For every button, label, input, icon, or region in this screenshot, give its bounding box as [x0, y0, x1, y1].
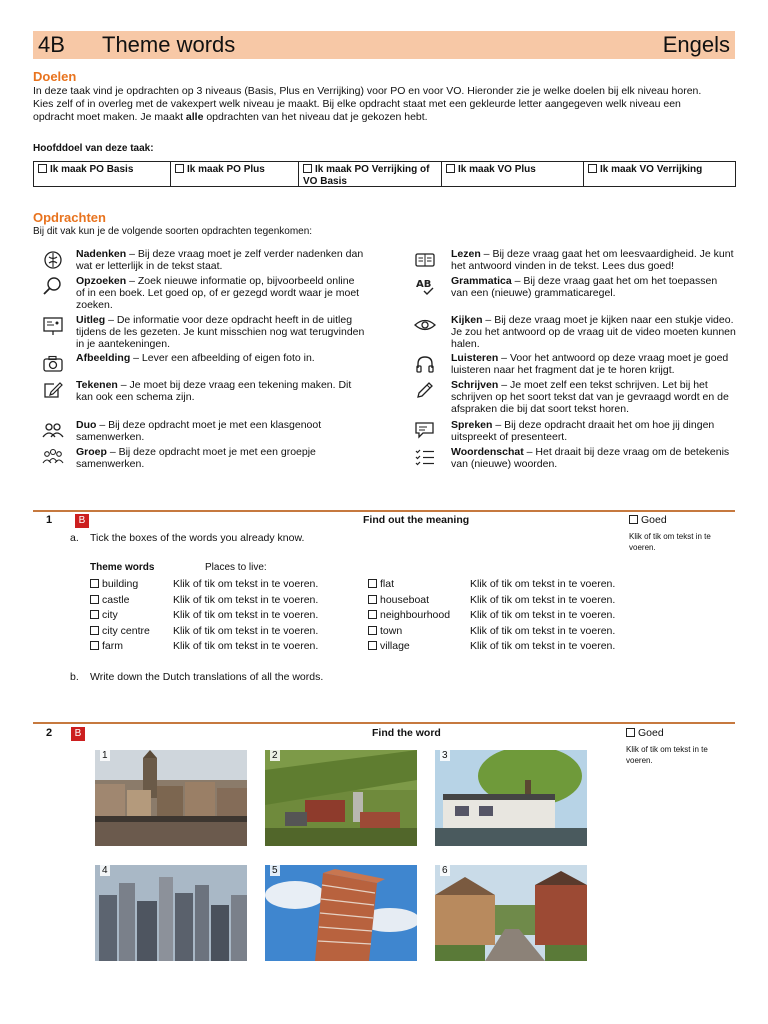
- level-option-po-verrijking[interactable]: Ik maak PO Verrijking of VO Basis: [299, 162, 442, 186]
- word-checkbox-item[interactable]: castle: [90, 594, 129, 606]
- goed-checkbox[interactable]: Goed: [629, 514, 667, 526]
- checkbox[interactable]: [368, 626, 377, 635]
- doelen-heading: Doelen: [33, 69, 77, 84]
- photo-number: 2: [272, 750, 278, 761]
- legend-schrijven: Schrijven – Je moet zelf een tekst schrijven. Let bij het schrijven op het soort tekst dat van je gevraagd wordt en de afspraken die bij dat soort tekst horen.: [451, 379, 729, 415]
- checkbox[interactable]: [368, 579, 377, 588]
- legend-afbeelding: Afbeelding – Lever een afbeelding of eigen foto in.: [76, 352, 315, 364]
- places-to-live-label: Places to live:: [205, 562, 267, 573]
- checkbox[interactable]: [175, 164, 184, 173]
- photo-town-square: [95, 750, 247, 846]
- checkbox[interactable]: [38, 164, 47, 173]
- presentation-board-icon: [42, 316, 64, 336]
- checkbox[interactable]: [90, 579, 99, 588]
- level-badge: B: [71, 727, 85, 741]
- translation-field[interactable]: Klik of tik om tekst in te voeren.: [470, 609, 616, 621]
- translation-field[interactable]: Klik of tik om tekst in te voeren.: [173, 625, 319, 637]
- page-title: Theme words: [102, 32, 236, 57]
- translation-field[interactable]: Klik of tik om tekst in te voeren.: [173, 578, 319, 590]
- word-checkbox-item[interactable]: village: [368, 640, 410, 652]
- word-checkbox-item[interactable]: city: [90, 609, 118, 621]
- opdrachten-intro: Bij dit vak kun je de volgende soorten opdrachten tegenkomen:: [33, 226, 313, 237]
- question-number: 1: [46, 514, 53, 526]
- goed-checkbox[interactable]: Goed: [626, 727, 664, 739]
- legend-lezen: Lezen – Bij deze vraag gaat het om leesvaardigheid. Je kunt het antwoord vinden in de tekst. Lees dus goed!: [451, 248, 734, 272]
- checkbox[interactable]: [90, 595, 99, 604]
- legend-luisteren: Luisteren – Voor het antwoord op deze vraag moet je goed luisteren naar het fragment dat je te horen krijgt.: [451, 352, 729, 376]
- level-option-vo-verrijking[interactable]: Ik maak VO Verrijking: [584, 162, 735, 186]
- word-checkbox-item[interactable]: houseboat: [368, 594, 429, 606]
- question-title: Find the word: [372, 727, 441, 739]
- question-divider: [33, 722, 735, 724]
- checkbox[interactable]: [588, 164, 597, 173]
- question-title: Find out the meaning: [363, 514, 470, 526]
- photo-apartment-building: [265, 865, 417, 961]
- legend-opzoeken: Opzoeken – Zoek nieuwe informatie op, bijvoorbeeld online of in een boek. Let goed op, of er gezegd wordt waar je moet zoeken.: [76, 275, 360, 311]
- legend-uitleg: Uitleg – De informatie voor deze opdracht heeft in de uitleg tijdens de les gezeten. Je kunt misschien nog wat terugvinden in je aantekeningen.: [76, 314, 365, 350]
- checkbox[interactable]: [446, 164, 455, 173]
- checkbox[interactable]: [303, 164, 312, 173]
- checklist-icon: [414, 447, 436, 467]
- book-icon: [414, 250, 436, 270]
- checkbox[interactable]: [629, 515, 638, 524]
- svg-text:AB: AB: [416, 279, 432, 290]
- checkbox[interactable]: [368, 595, 377, 604]
- eye-icon: [414, 315, 436, 335]
- checkbox[interactable]: [90, 641, 99, 650]
- word-checkbox-item[interactable]: neighbourhood: [368, 609, 450, 621]
- group-icon: [42, 447, 64, 467]
- photo-number: 4: [102, 865, 108, 876]
- question-divider: [33, 510, 735, 512]
- feedback-field[interactable]: Klik of tik om tekst in te voeren.: [626, 745, 708, 765]
- legend-duo: Duo – Bij deze opdracht moet je met een klasgenoot samenwerken.: [76, 419, 322, 443]
- legend-kijken: Kijken – Bij deze vraag moet je kijken naar een stukje video. Je zou het antwoord op de vraag uit de video moeten kunnen halen.: [451, 314, 736, 350]
- legend-tekenen: Tekenen – Je moet bij deze vraag een tekening maken. Dit kan ook een schema zijn.: [76, 379, 352, 403]
- level-option-po-plus[interactable]: Ik maak PO Plus: [171, 162, 299, 186]
- hoofddoel-label: Hoofddoel van deze taak:: [33, 143, 154, 154]
- word-checkbox-item[interactable]: building: [90, 578, 138, 590]
- translation-field[interactable]: Klik of tik om tekst in te voeren.: [470, 640, 616, 652]
- translation-field[interactable]: Klik of tik om tekst in te voeren.: [470, 625, 616, 637]
- speech-bubble-icon: [414, 420, 436, 440]
- task-code: 4B: [38, 32, 65, 57]
- camera-icon: [42, 354, 64, 374]
- translation-field[interactable]: Klik of tik om tekst in te voeren.: [470, 578, 616, 590]
- photo-city-skyline: [95, 865, 247, 961]
- doelen-text: In deze taak vind je opdrachten op 3 niveaus (Basis, Plus en Verrijking) voor PO en voor VO. Hieronder zie je welke doelen bij elk niveau horen. Kies zelf of in overleg met de vakexpert welk niveau je maakt. Bij elke opdracht staat met een gekleurde letter aangegeven welk niveau een opdracht moet maken. Je maakt alle opdrachten van het niveau dat je gekozen hebt.: [33, 85, 702, 123]
- photo-number: 5: [272, 865, 278, 876]
- translation-field[interactable]: Klik of tik om tekst in te voeren.: [173, 640, 319, 652]
- pencil-icon: [414, 380, 436, 400]
- word-checkbox-item[interactable]: farm: [90, 640, 123, 652]
- word-checkbox-item[interactable]: city centre: [90, 625, 150, 637]
- legend-nadenken: Nadenken – Bij deze vraag moet je zelf verder nadenken dan wat er letterlijk in de tekst staat.: [76, 248, 364, 272]
- legend-groep: Groep – Bij deze opdracht moet je met een groepje samenwerken.: [76, 446, 316, 470]
- feedback-field[interactable]: Klik of tik om tekst in te voeren.: [629, 532, 711, 552]
- two-people-icon: [42, 420, 64, 440]
- translation-field[interactable]: Klik of tik om tekst in te voeren.: [173, 594, 319, 606]
- photo-number: 3: [442, 750, 448, 761]
- ab-check-icon: [414, 276, 436, 296]
- subquestion-b-label: b.: [70, 671, 79, 683]
- opdrachten-heading: Opdrachten: [33, 210, 106, 225]
- edit-square-icon: [42, 380, 64, 400]
- legend-woordenschat: Woordenschat – Het draait bij deze vraag om de betekenis van (nieuwe) woorden.: [451, 446, 730, 470]
- checkbox[interactable]: [626, 728, 635, 737]
- question-number: 2: [46, 727, 53, 739]
- subject-label: Engels: [662, 32, 730, 57]
- brain-icon: [42, 250, 64, 270]
- level-option-po-basis[interactable]: Ik maak PO Basis: [34, 162, 171, 186]
- photo-number: 1: [102, 750, 108, 761]
- word-checkbox-item[interactable]: town: [368, 625, 402, 637]
- subquestion-a-label: a.: [70, 532, 79, 544]
- translation-field[interactable]: Klik of tik om tekst in te voeren.: [470, 594, 616, 606]
- checkbox[interactable]: [368, 610, 377, 619]
- subquestion-b-text: Write down the Dutch translations of all the words.: [90, 671, 324, 683]
- word-checkbox-item[interactable]: flat: [368, 578, 394, 590]
- level-badge: B: [75, 514, 89, 528]
- subquestion-a-text: Tick the boxes of the words you already know.: [90, 532, 305, 544]
- headphones-icon: [414, 354, 436, 374]
- theme-words-heading: Theme words: [90, 562, 155, 573]
- translation-field[interactable]: Klik of tik om tekst in te voeren.: [173, 609, 319, 621]
- photo-farm: [265, 750, 417, 846]
- checkbox[interactable]: [368, 641, 377, 650]
- photo-village-street: [435, 865, 587, 961]
- level-option-vo-plus[interactable]: Ik maak VO Plus: [442, 162, 584, 186]
- legend-grammatica: Grammatica – Bij deze vraag gaat het om het toepassen van een (nieuwe) grammaticaregel.: [451, 275, 718, 299]
- magnifier-icon: [42, 276, 64, 296]
- legend-spreken: Spreken – Bij deze opdracht draait het om hoe jij dingen uitspreekt of presenteert.: [451, 419, 715, 443]
- checkbox[interactable]: [90, 610, 99, 619]
- checkbox[interactable]: [90, 626, 99, 635]
- photo-number: 6: [442, 865, 448, 876]
- photo-houseboat: [435, 750, 587, 846]
- level-choice-table: [33, 161, 736, 187]
